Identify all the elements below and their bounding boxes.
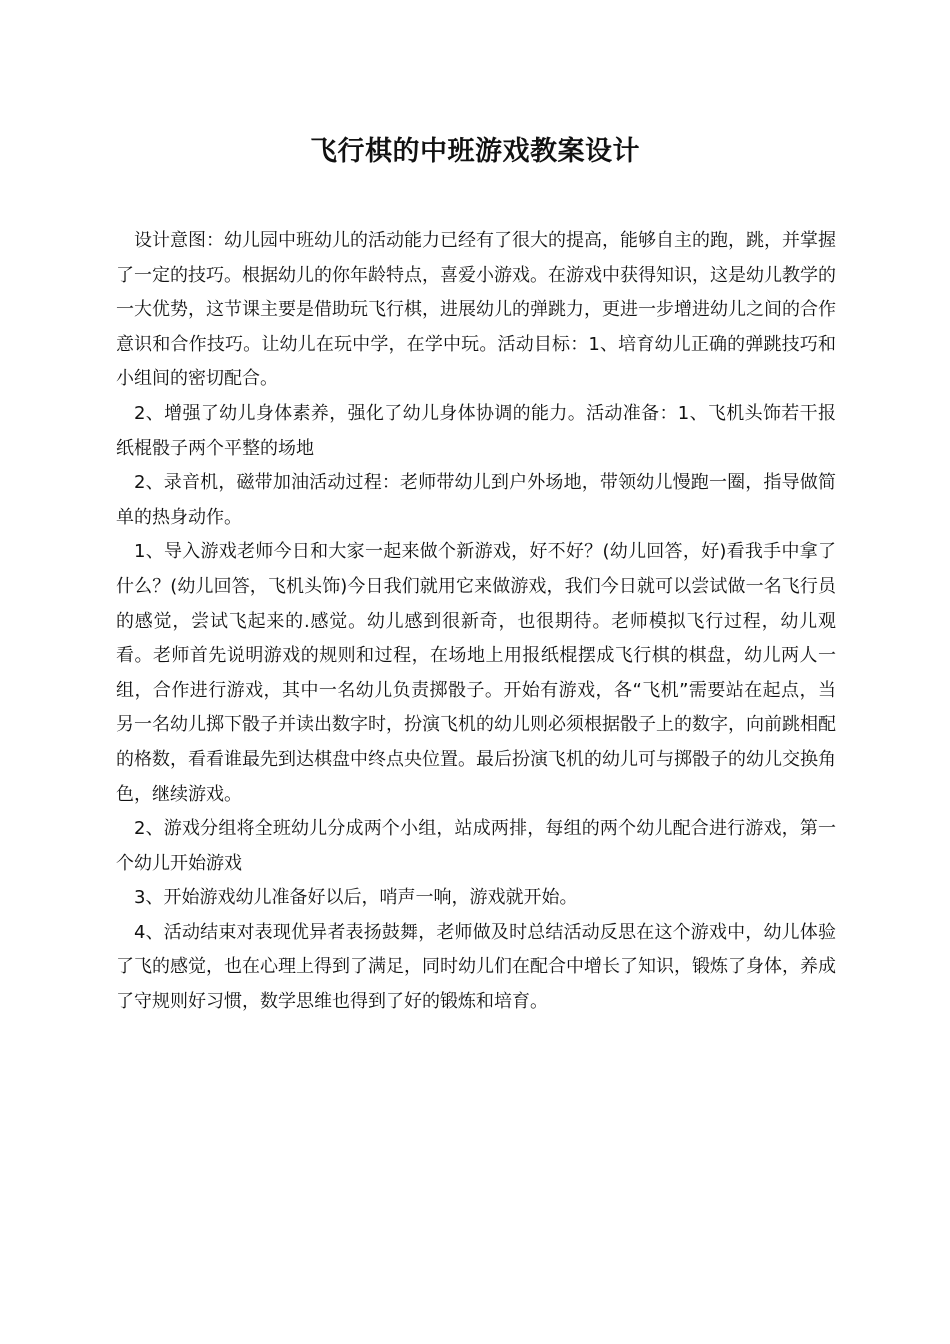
paragraph-game-start: 3、开始游戏幼儿准备好以后，哨声一响，游戏就开始。 xyxy=(134,887,578,909)
paragraph-grouping: 2、游戏分组将全班幼儿分成两个小组，站成两排，每组的两个幼儿配合进行游戏，第一个幼儿开始游戏 xyxy=(116,818,836,874)
paragraph-design-intent: 设计意图：幼儿园中班幼儿的活动能力已经有了很大的提高，能够自主的跑，跳，并掌握了一定的技巧。根据幼儿的你年龄特点，喜爱小游戏。在游戏中获得知识，这是幼儿教学的一大优势，这节课主要是借助玩飞行棋，进展幼儿的弹跳力，更进一步增进幼儿之间的合作意识和合作技巧。让幼儿在玩中学，在学中玩。活动目标：1、培育幼儿正确的弹跳技巧和小组间的密切配合。 xyxy=(116,230,836,390)
paragraph-game-introduction: 1、导入游戏老师今日和大家一起来做个新游戏，好不好？(幼儿回答，好)看我手中拿了什么？(幼儿回答，飞机头饰)今日我们就用它来做游戏，我们今日就可以尝试做一名飞行员的感觉，尝试飞起来的.感觉。幼儿感到很新奇，也很期待。老师模拟飞行过程，幼儿观看。老师首先说明游戏的规则和过程，在场地上用报纸棍摆成飞行棋的棋盘，幼儿两人一组，合作进行游戏，其中一名幼儿负责掷骰子。开始有游戏，各“飞机”需要站在起点，当另一名幼儿掷下骰子并读出数字时，扮演飞机的幼儿则必须根据骰子上的数字，向前跳相配的格数，看看谁最先到达棋盘中终点央位置。最后扮演飞机的幼儿可与掷骰子的幼儿交换角色，继续游戏。 xyxy=(116,541,836,805)
document-body xyxy=(116,224,836,1020)
document-title: 飞行棋的中班游戏教案设计 xyxy=(310,136,640,167)
paragraph-conclusion: 4、活动结束对表现优异者表扬鼓舞，老师做及时总结活动反思在这个游戏中，幼儿体验了飞的感觉，也在心理上得到了满足，同时幼儿们在配合中增长了知识，锻炼了身体，养成了守规则好习惯，数学思维也得到了好的锻炼和培育。 xyxy=(116,921,836,1013)
paragraph-process-intro: 2、录音机，磁带加油活动过程：老师带幼儿到户外场地，带领幼儿慢跑一圈，指导做简单的热身动作。 xyxy=(116,472,836,528)
paragraph-preparation: 2、增强了幼儿身体素养，强化了幼儿身体协调的能力。活动准备：1、飞机头饰若干报纸棍骰子两个平整的场地 xyxy=(116,402,836,459)
